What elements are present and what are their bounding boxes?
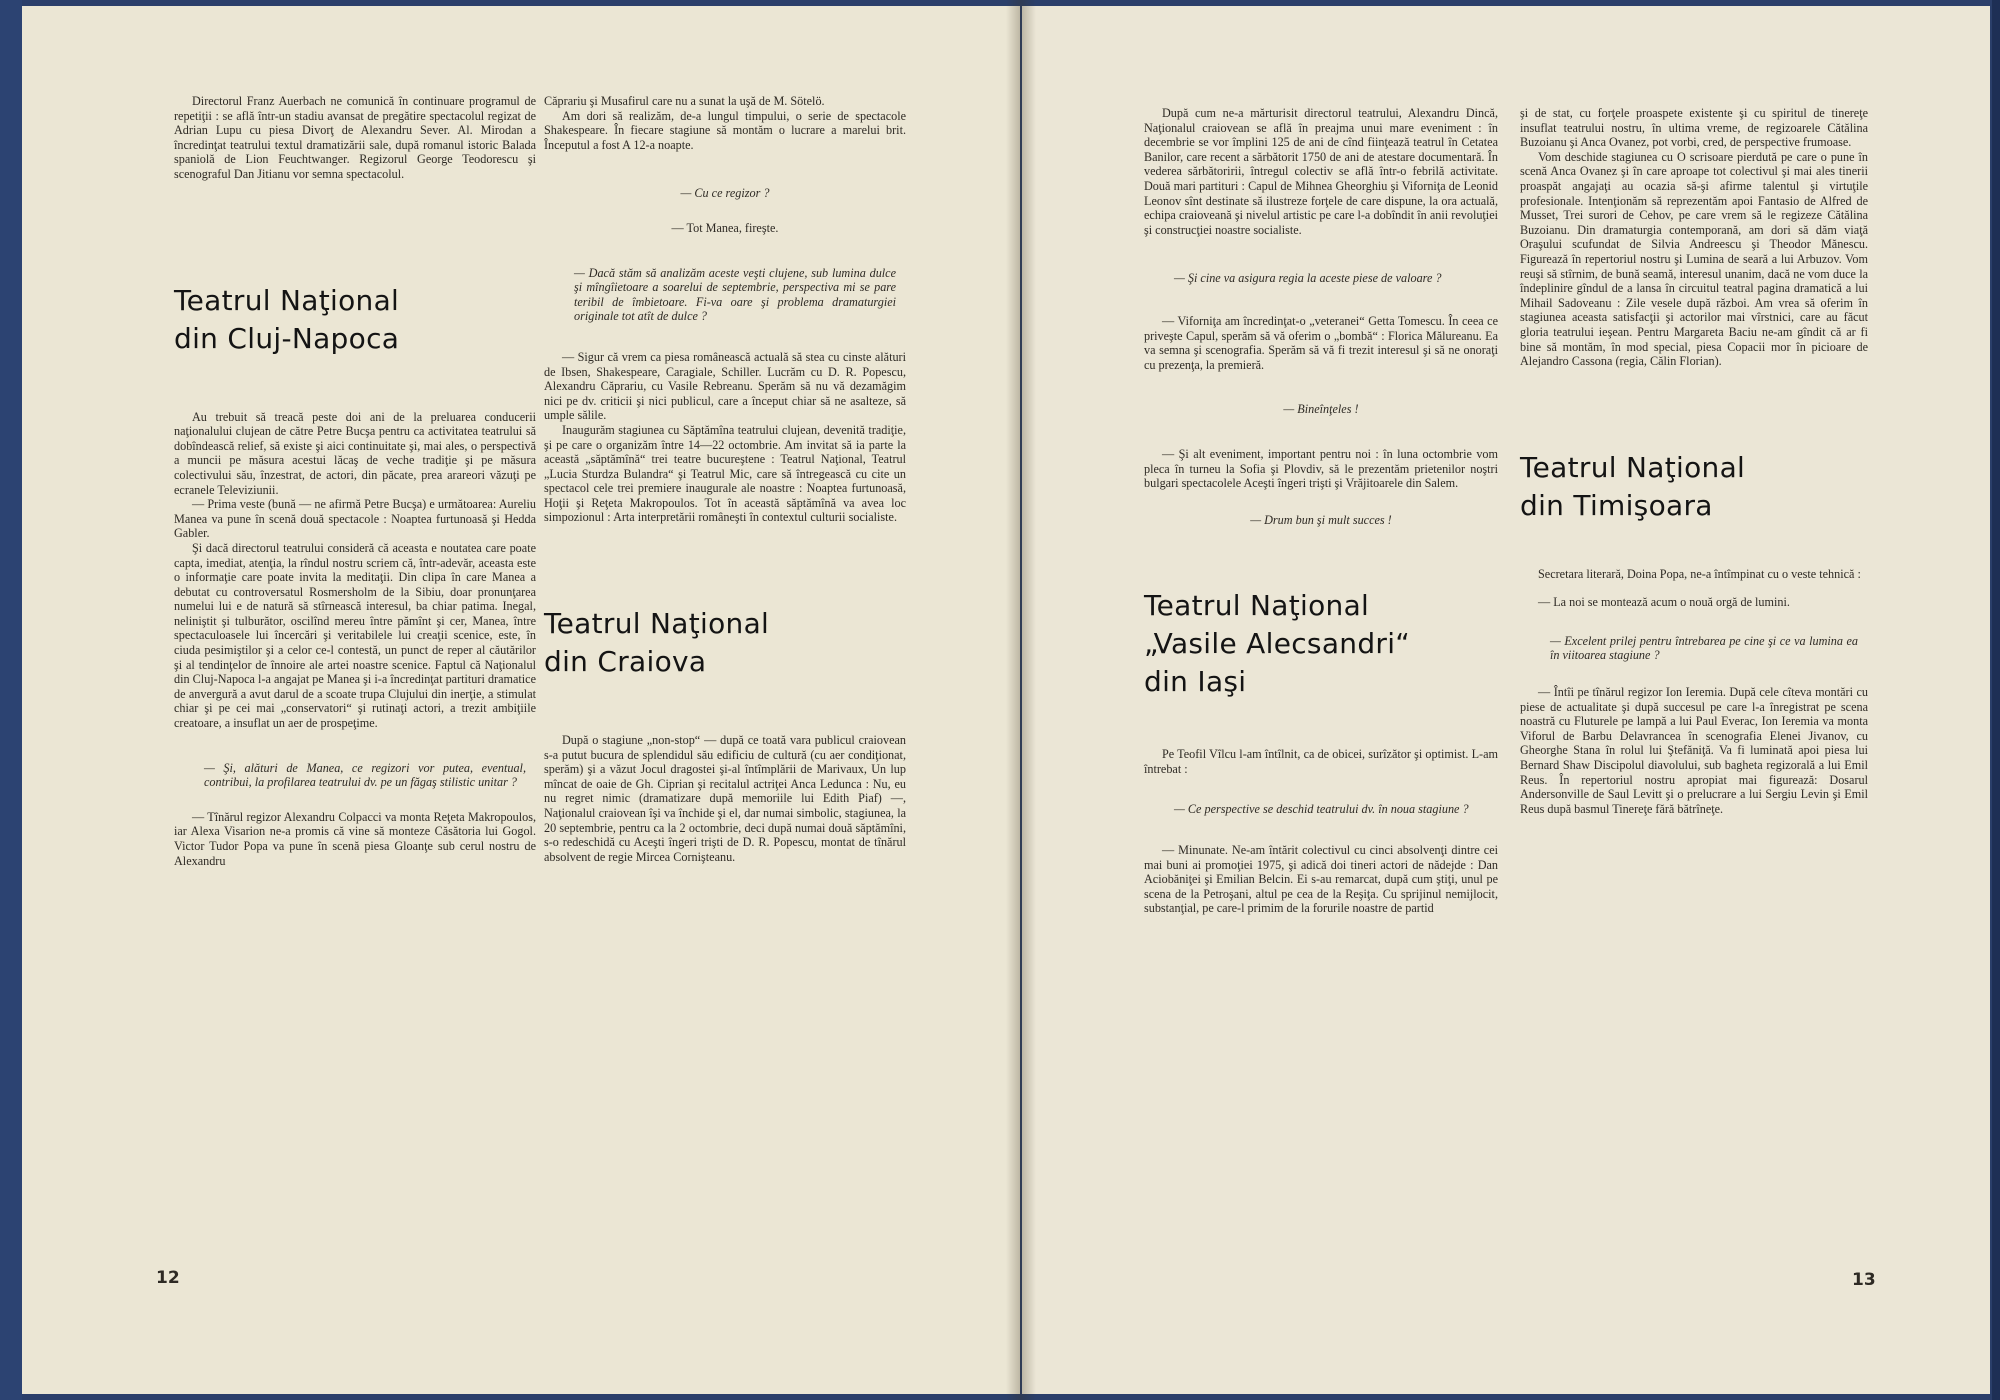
paragraph: — Întîi pe tînărul regizor Ion Ieremia. După cele cîteva montări cu piese de actualitate şi după succesul pe care l-a înregistrat pe scena noastră cu Fluturele pe lampă a lui Paul Everac, Ion Ieremia va monta Viforul de Barbu Delavrancea în scenografia Elenei Jivanov, cu Gheorghe Stana în rolul lui Ştefăniţă. Va fi luminată apoi piesa lui Bernard Shaw Discipolul diavolului, sub bagheta regizorală a lui Emil Reus. În repertoriul nostru apropiat mai figurează: Dosarul Andersonville de Saul Levitt şi o prelucrare a lui Sergiu Levin şi Emil Reus după basmul Tinereţe fără bătrîneţe. [1520,685,1868,816]
page-number: 12 [156,1268,180,1288]
left-page [22,6,1020,1394]
heading-line: Teatrul Naţional [1520,450,1746,484]
left-column-2 [544,94,906,864]
heading-line: Teatrul Naţional [174,283,400,317]
section-heading-craiova [544,605,906,681]
interview-question: — Ce perspective se deschid teatrului dv. în noua stagiune ? [1174,802,1469,817]
section-heading-iasi [1144,587,1498,701]
right-column-1 [1144,106,1498,916]
interview-question: — Şi, alături de Manea, ce regizori vor putea, eventual, contribui, la profilarea teatrului dv. pe un făgaş stilistic unitar ? [204,760,526,790]
paragraph: Pe Teofil Vîlcu l-am întîlnit, ca de obicei, surîzător şi optimist. L-am întrebat : [1144,747,1498,776]
right-column-2 [1520,106,1868,816]
interview-question: — Bineînţeles ! [1283,402,1359,417]
paragraph: Am dori să realizăm, de-a lungul timpului, o serie de spectacole Shakespeare. În fiecare stagiune să montăm o lucrare a marelui brit. Începutul a fost A 12-a noapte. [544,108,906,152]
left-column-1 [174,94,536,868]
interview-question: — Şi cine va asigura regia la aceste piese de valoare ? [1174,271,1442,286]
right-page [1022,6,1990,1394]
paragraph: — Prima veste (bună — ne afirmă Petre Bucşa) e următoarea: Aureliu Manea va pune în scenă două spectacole : Noaptea furtunoasă şi Hedda Gabler. [174,497,536,541]
paragraph: După o stagiune „non-stop“ — după ce toată vara publicul craiovean s-a putut bucura de splendidul său edificiu de cultură (cu aer condiţionat, sperăm) şi a văzut Jocul dragostei şi-al întîmplării de Marivaux, Un lup mîncat de oaie de Gh. Ciprian şi recitalul actriţei Anca Ledunca : Nu, eu nu regret nimic (dramatizare după memoriile lui Edith Piaf) —, Naţionalul craiovean îşi va închide şi el, dar numai simbolic, stagiunea, la 20 septembrie, pentru ca la 2 octombrie, deci după numai două săptămîni, s-o redeschidă cu Aceşti îngeri trişti de D. R. Popescu, montat de tînărul absolvent de regie Mircea Cornişteanu. [544,733,906,864]
heading-line: Teatrul Naţional [1144,589,1370,623]
book-binding [0,0,22,1400]
interview-question: — Excelent prilej pentru întrebarea pe cine şi ce va lumina ea în viitoarea stagiune ? [1550,633,1858,663]
heading-line: „Vasile Alecsandri“ [1144,627,1411,661]
paragraph: Căprariu şi Musafirul care nu a sunat la uşă de M. Sötelö. [544,94,825,108]
heading-line: din Timişoara [1520,488,1713,522]
page-number: 13 [1852,1270,1876,1290]
interview-question: — Drum bun şi mult succes ! [1250,512,1392,527]
paragraph: Au trebuit să treacă peste doi ani de la preluarea conducerii naţionalului clujean de către Petre Bucşa pentru ca activitatea teatrului să dobîndească relief, să existe şi aici continuitate şi, mai ales, o perspectivă a muncii pe măsura acestui lăcaş de veche tradiţie şi pe măsura colectivului său, înzestrat, de actori, din păcate, prea arareori văzuţi pe ecranele Televiziunii. [174,409,536,497]
heading-line: din Cluj-Napoca [174,321,400,355]
paragraph: Secretara literară, Doina Popa, ne-a întîmpinat cu o veste tehnică : [1538,566,1861,581]
paragraph: Inaugurăm stagiunea cu Săptămîna teatrului clujean, devenită tradiţie, şi pe care o organizăm între 14—22 octombrie. Am invitat să ia parte la această „săptămînă“ trei teatre bucureştene : Teatrul Naţional, Teatrul „Lucia Sturdza Bulandra“ şi Teatrul Mic, care să întregească cu cite un spectacol cele trei premiere inaugurale ale noastre : Noaptea furtunoasă, Hoţii şi Reţeta Makropoulos. Tot în această săptămînă va avea loc simpozionul : Arta interpretării româneşti în contextul culturii socialiste. [544,422,906,525]
page-gutter [1006,0,1036,1400]
paragraph: — Sigur că vrem ca piesa românească actuală să stea cu cinste alături de Ibsen, Shakespeare, Caragiale, Schiller. Lucrăm cu D. R. Popescu, Alexandru Căprariu, cu Vasile Rebreanu. Sperăm să nu vă dezamăgim nici pe dv. criticii şi nici publicul, care a început chiar să ne asalteze, să umple sălile. [544,349,906,423]
heading-line: din Craiova [544,645,707,679]
heading-line: din Iaşi [1144,665,1247,699]
paragraph: — Tînărul regizor Alexandru Colpacci va monta Reţeta Makropoulos, iar Alexa Visarion ne-a promis că vine să monteze Căsătoria lui Gogol. Victor Tudor Popa va pune în scenă piesa Gloanţe sub cerul nostru de Alexandru [174,809,536,868]
section-heading-cluj [174,282,536,358]
paragraph: Şi dacă directorul teatrului consideră că aceasta e noutatea care poate capta, imediat, atenţia, la rîndul nostru scriem că, într-adevăr, aceasta este o informaţie care poate invita la meditaţii. Din clipa în care Manea a debutat cu controversatul Rosmersholm de la Sibiu, doar pronunţarea numelui lui e de natură să stîrnească interesul, ba chiar patima. Inegal, neliniştit şi tulburător, oscilînd mereu între pămînt şi cer, Manea, între spectaculoasele lui încercări şi veritabilele lui creaţii scenice, este, în ciuda pesimiştilor şi a celor ce-l contestă, un punct de reper al căutărilor şi al tendinţelor de înnoire ale artei noastre scenice. Faptul că Naţionalul din Cluj-Napoca l-a angajat pe Manea şi i-a încredinţat partituri dramatice de anvergură a avut darul de a scoate trupa Clujului din inerţie, a stimulat chiar şi pe cei mai „conservatori“ şi rutinaţi actori, a trezit ambiţiile creatoare, a insuflat un aer de prospeţime. [174,540,536,731]
interview-answer: — Tot Manea, fireşte. [671,220,779,235]
book-edge [1992,0,2000,1400]
paragraph: — Şi alt eveniment, important pentru noi : în luna octombrie vom pleca în turneu la Sofia şi Plovdiv, să le prezentăm prietenilor noştri bulgari spectacolele Aceşti îngeri trişti şi Vrăjitoarele din Salem. [1144,446,1498,491]
interview-question: — Cu ce regizor ? [680,186,770,201]
paragraph: — La noi se montează acum o nouă orgă de lumini. [1538,595,1790,610]
paragraph: — Viforniţa am încredinţat-o „veteranei“ Getta Tomescu. În ceea ce priveşte Capul, sperăm să vă oferim o „bombă“ : Florica Mălureanu. Ea va semna şi scenografia. Sperăm să vă fi trezit interesul şi să ne onoraţi cu prezenţa, la premieră. [1144,313,1498,372]
paragraph: După cum ne-a mărturisit directorul teatrului, Alexandru Dincă, Naţionalul craiovean se află în preajma unui mare eveniment : în decembrie se vor împlini 125 de ani de cînd fiinţează teatrul în Cetatea Banilor, care recent a sărbătorit 1750 de ani de atestare documentară. În vederea sărbătoririi, întregul colectiv se află într-o febrilă activitate. Două mari partituri : Capul de Mihnea Gheorghiu şi Viforniţa de Leonid Leonov sînt destinate să ilustreze forţele de care dispune, la ora actuală, echipa craioveană şi nivelul artistic pe care l-a dobîndit în anii revoluţiei şi construcţiei noastre socialiste. [1144,106,1498,237]
paragraph: şi de stat, cu forţele proaspete existente şi cu spiritul de tinereţe insuflat teatrului nostru, în ultima vreme, de regizoarele Cătălina Buzoianu şi Anca Ovanez, pot vorbi, cred, de perspective frumoase. [1520,106,1868,150]
intro-paragraph: Directorul Franz Auerbach ne comunică în continuare programul de repetiţii : se află într-un stadiu avansat de pregătire spectacolul regizat de Adrian Lupu cu piesa Divorţ de Alexandru Sever. Al. Mirodan a încredinţat teatrului textul dramatizării sale, după romanul istoric Balada spaniolă de Lion Feuchtwanger. Regizorul George Teodorescu şi scenograful Dan Jitianu vor semna spectacolul. [174,94,536,181]
interview-question: — Dacă stăm să analizăm aceste veşti clujene, sub lumina dulce şi mîngîietoare a soarelui de septembrie, perspectiva mi se pare teribil de îmbietoare. Fi-va oare şi problema dramaturgiei originale tot atît de dulce ? [574,265,896,324]
section-heading-timisoara [1520,449,1868,525]
paragraph: — Minunate. Ne-am întărit colectivul cu cinci absolvenţi dintre cei mai buni ai promoţiei 1975, şi adică doi tineri actori de nădejde : Dan Aciobăniţei şi Emilian Belcin. Ei s-au remarcat, după cum ştiţi, unul pe scena de la Petroşani, altul pe cea de la Reşiţa. Cu sprijinul nemijlocit, substanţial, pe care-l primim de la forurile noastre de partid [1144,843,1498,916]
heading-line: Teatrul Naţional [544,607,770,641]
paragraph: Vom deschide stagiunea cu O scrisoare pierdută pe care o pune în scenă Anca Ovanez şi în care aproape tot colectivul şi mai ales tinerii proaspăt angajaţi au ocazia să-şi afirme talentul şi virtuţile profesionale. Intenţionăm să reprezentăm apoi Fantasio de Alfred de Musset, Trei surori de Cehov, pe care vrem să le regizeze Cătălina Buzoianu. Din dramaturgia contemporană, am dori să dăm viaţă Oraşului scufundat de Silvia Andreescu şi Theodor Mănescu. Figurează în repertoriul nostru şi Lumina de seară a lui Arbuzov. Vom reuşi să stîrnim, de bună seamă, interesul unanim, dacă ne vom duce la îndeplinire gîndul de a lansa în circuitul teatral pagina dramatică a lui Mihail Sadoveanu : Zile vesele după război. Am vrea să oferim în stagiunea aceasta satisfacţii şi actorilor mai vîrstnici, care au făcut gloria teatrului ieşean. Pentru Margareta Baciu ne-am gîndit că ar fi bine să montăm, în mod special, piesa Copacii mor în picioare de Alejandro Cassona (regia, Călin Florian). [1520,149,1868,369]
